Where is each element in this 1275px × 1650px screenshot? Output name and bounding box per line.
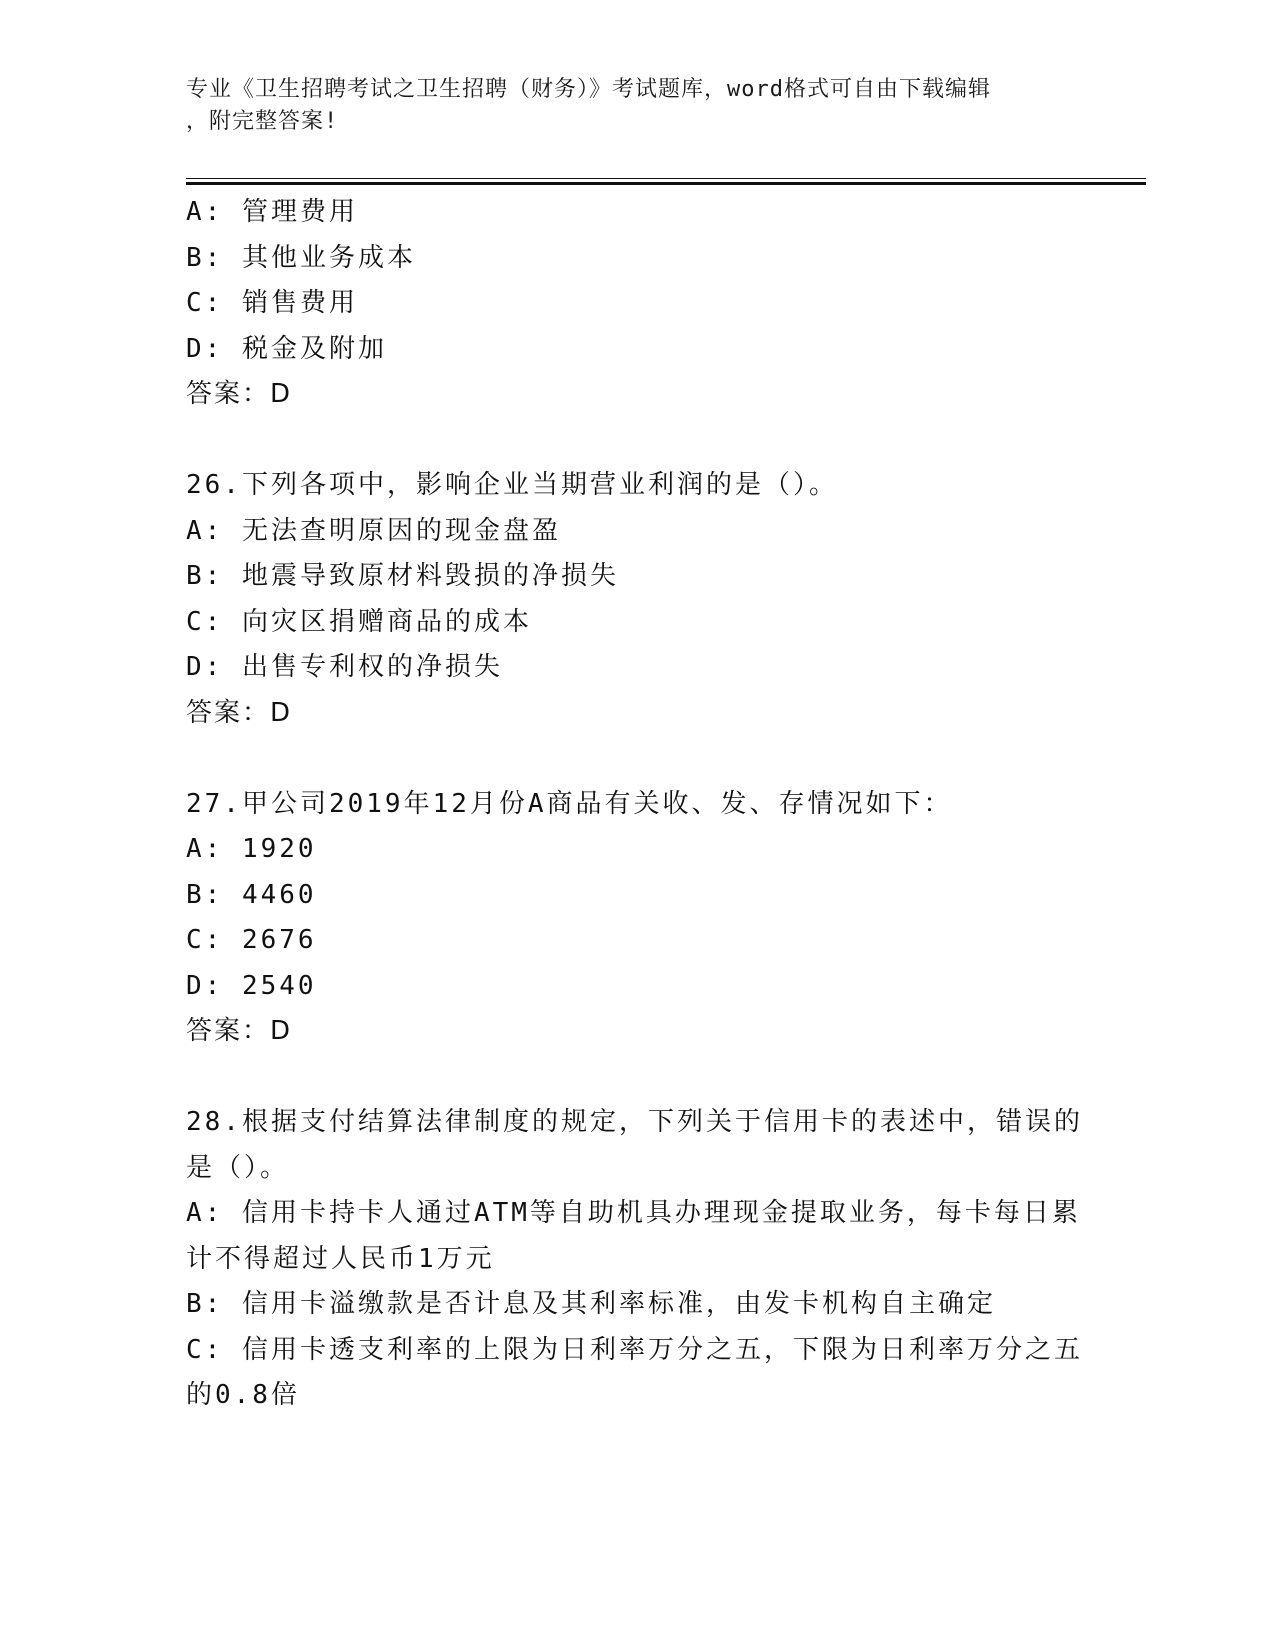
question-block-26 [186, 463, 1086, 736]
option-b: B: 其他业务成本 [186, 242, 416, 273]
option-a-line-1: A: 信用卡持卡人通过ATM等自助机具办理现金提取业务，每卡每日累 [186, 1198, 1081, 1228]
option-c-line-2: 的0.8倍 [186, 1380, 300, 1410]
option-a-line-2: 计不得超过人民币1万元 [186, 1243, 495, 1274]
option-c: C: 2676 [186, 925, 317, 955]
option-d: D: 出售专利权的净损失 [186, 652, 503, 682]
question-block-25 [186, 190, 1086, 418]
question-block-28 [186, 1100, 1086, 1419]
question-text: 27.甲公司2019年12月份A商品有关收、发、存情况如下： [186, 788, 953, 819]
header-line-1: 专业《卫生招聘考试之卫生招聘（财务）》考试题库，word格式可自由下载编辑 [186, 77, 991, 102]
option-a: A: 无法查明原因的现金盘盈 [186, 515, 561, 546]
spacer [186, 736, 1086, 782]
question-list [186, 190, 1086, 1419]
option-b: B: 信用卡溢缴款是否计息及其利率标准，由发卡机构自主确定 [186, 1289, 996, 1319]
option-c: C: 销售费用 [186, 288, 358, 318]
option-b: B: 4460 [186, 879, 317, 910]
question-text: 26.下列各项中，影响企业当期营业利润的是（）。 [186, 470, 838, 500]
option-a: A: 1920 [186, 834, 317, 864]
option-b: B: 地震导致原材料毁损的净损失 [186, 561, 619, 591]
spacer [186, 418, 1086, 464]
header-rule-thin [186, 178, 1146, 179]
question-block-27 [186, 782, 1086, 1055]
answer-label: 答案：D [186, 1016, 293, 1046]
option-c: C: 向灾区捐赠商品的成本 [186, 606, 532, 637]
question-text-line-2: 是（）。 [186, 1152, 290, 1183]
option-d: D: 税金及附加 [186, 333, 387, 364]
header-line-2: ，附完整答案! [186, 109, 339, 134]
header-rule-thick [186, 182, 1146, 185]
spacer [186, 1055, 1086, 1101]
document-header [186, 74, 1066, 138]
answer-label: 答案：D [186, 379, 293, 409]
question-text-line-1: 28.根据支付结算法律制度的规定，下列关于信用卡的表述中，错误的 [186, 1107, 1083, 1137]
option-c-line-1: C: 信用卡透支利率的上限为日利率万分之五，下限为日利率万分之五 [186, 1334, 1083, 1365]
answer-label: 答案：D [186, 697, 293, 728]
option-a: A: 管理费用 [186, 197, 358, 227]
option-d: D: 2540 [186, 970, 317, 1001]
